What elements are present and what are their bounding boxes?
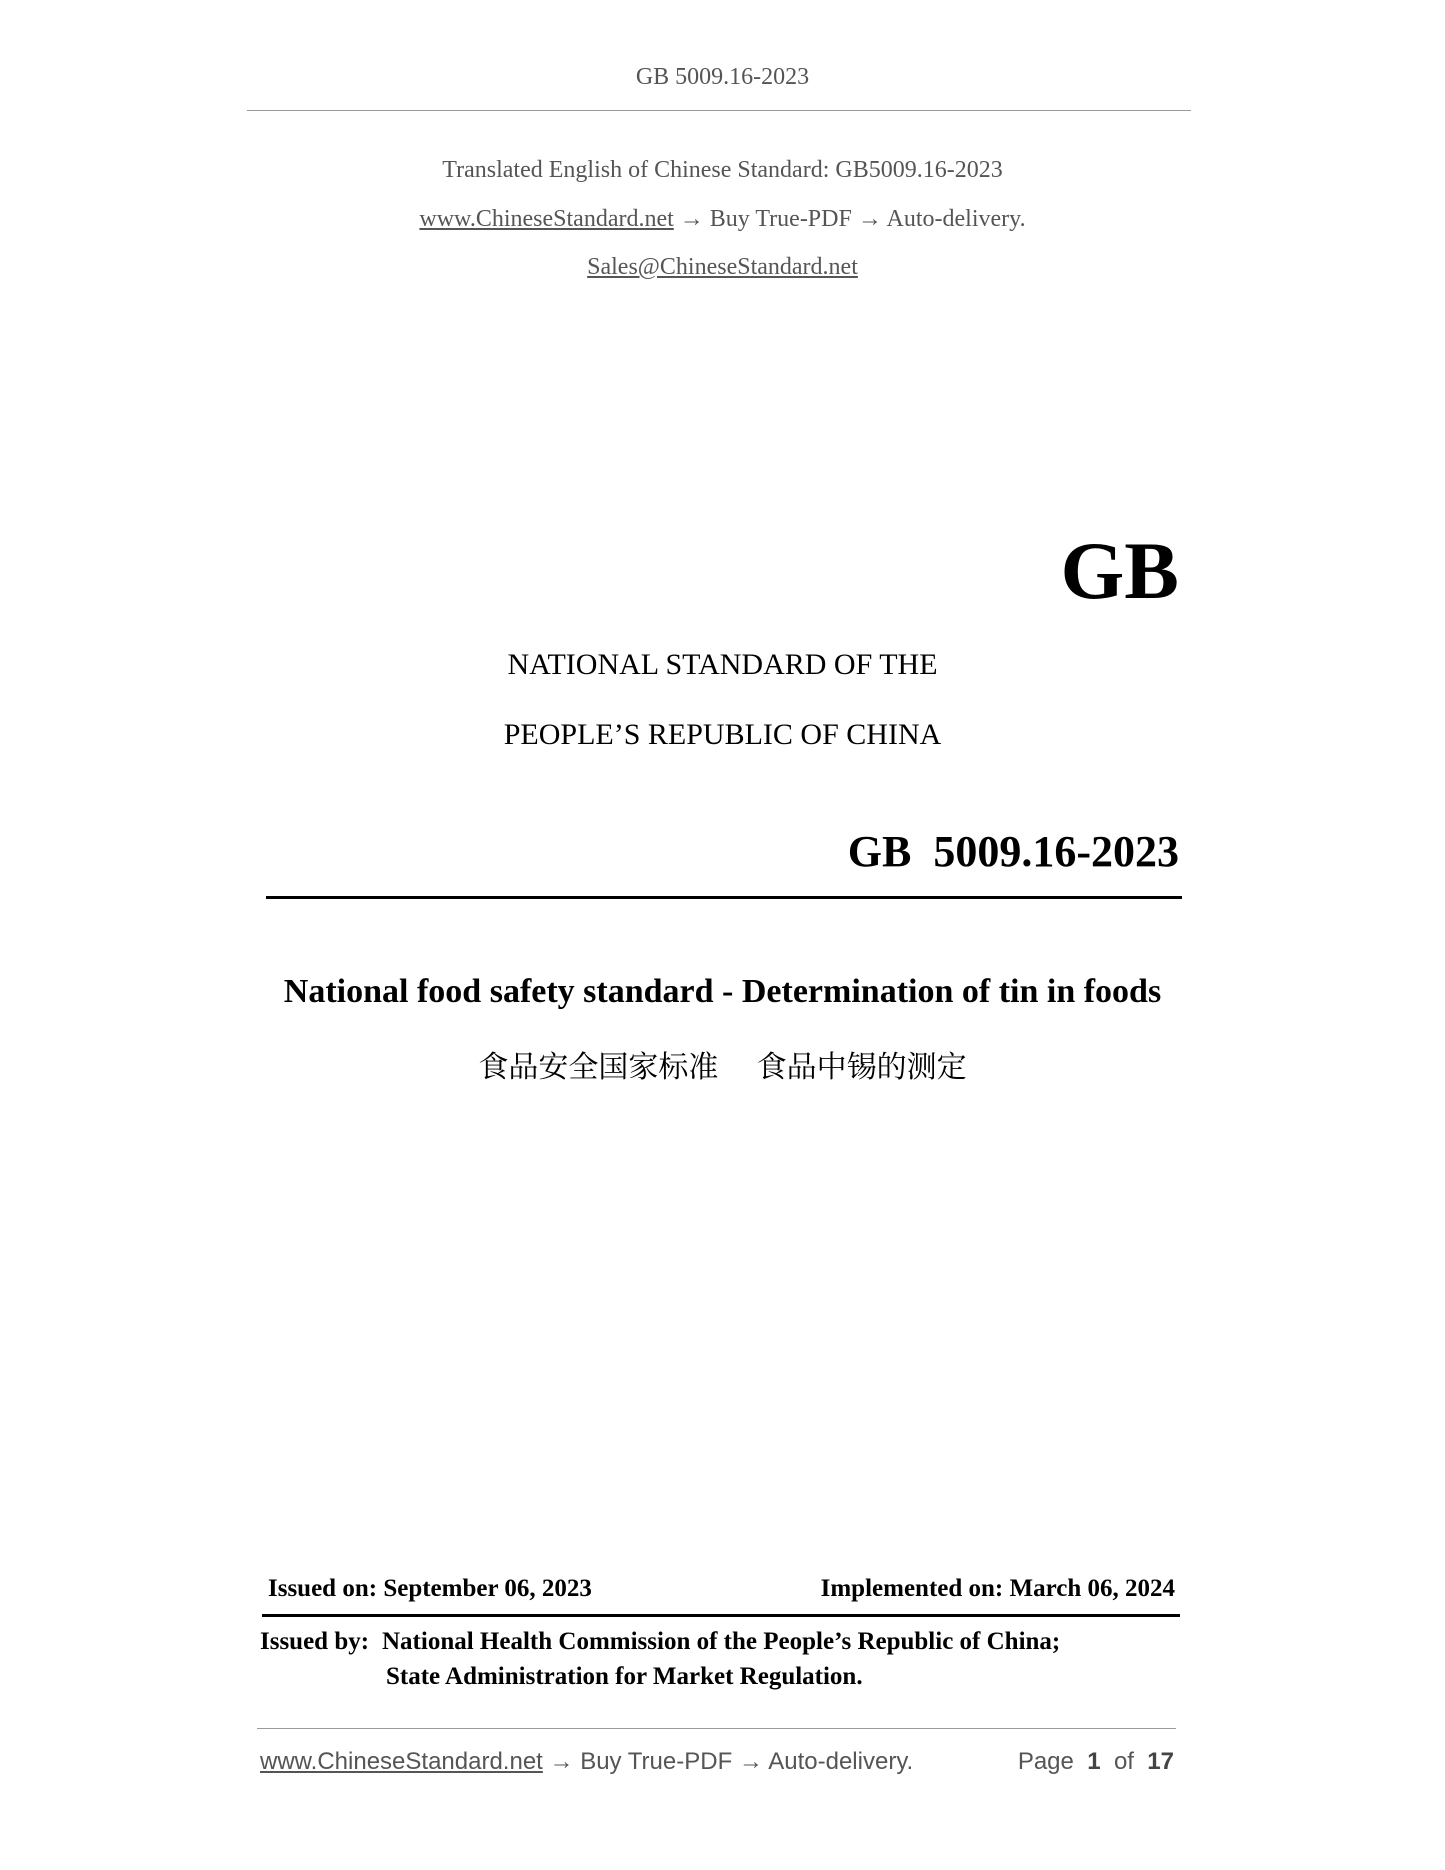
- footer-divider: [257, 1728, 1176, 1729]
- standard-number-rule: [266, 896, 1182, 899]
- website-link[interactable]: www.ChineseStandard.net: [419, 206, 674, 232]
- footer-website-link[interactable]: www.ChineseStandard.net: [260, 1748, 543, 1775]
- header-divider: [247, 110, 1191, 111]
- issued-by-label: Issued by:: [260, 1628, 370, 1655]
- implemented-on-date: Implemented on: March 06, 2024: [820, 1575, 1175, 1602]
- translated-line: Translated English of Chinese Standard: GB5009.16-2023: [442, 157, 1003, 183]
- issued-on-date: Issued on: September 06, 2023: [268, 1575, 592, 1602]
- arrow-right-icon: →: [857, 206, 882, 232]
- page-total: 17: [1147, 1748, 1174, 1775]
- page-of: of: [1113, 1748, 1134, 1775]
- page-label: Page: [1017, 1748, 1074, 1775]
- arrow-right-icon: →: [738, 1748, 763, 1775]
- running-header: GB 5009.16-2023: [635, 64, 810, 90]
- page-current: 1: [1087, 1748, 1101, 1775]
- standard-number: GB 5009.16-2023: [847, 827, 1179, 876]
- issue-rule: [262, 1614, 1180, 1617]
- email-line: [0, 254, 1445, 281]
- title-english: National food safety standard - Determination of tin in foods: [283, 973, 1162, 1010]
- buy-true-pdf-text: Buy True-PDF: [709, 206, 852, 232]
- page-indicator: [1018, 1748, 1174, 1776]
- issued-by-line-1: National Health Commission of the People’s Republic of China;: [382, 1628, 1061, 1655]
- footer-buy-line: [260, 1748, 913, 1776]
- national-standard-line-2: PEOPLE’S REPUBLIC OF CHINA: [503, 718, 942, 751]
- arrow-right-icon: →: [549, 1748, 574, 1775]
- national-standard-line-1: NATIONAL STANDARD OF THE: [507, 648, 938, 681]
- footer-delivery-text: Auto-delivery.: [768, 1748, 914, 1775]
- email-link[interactable]: Sales@ChineseStandard.net: [587, 254, 858, 280]
- arrow-right-icon: →: [679, 206, 704, 232]
- issued-by-line-2: State Administration for Market Regulation.: [386, 1663, 863, 1690]
- auto-delivery-text: Auto-delivery.: [886, 206, 1026, 232]
- buy-line: [0, 206, 1445, 233]
- gb-mark: GB: [1060, 525, 1179, 616]
- footer-buy-text: Buy True-PDF: [580, 1748, 733, 1775]
- title-chinese: 食品安全国家标准 食品中锡的测定: [478, 1050, 967, 1085]
